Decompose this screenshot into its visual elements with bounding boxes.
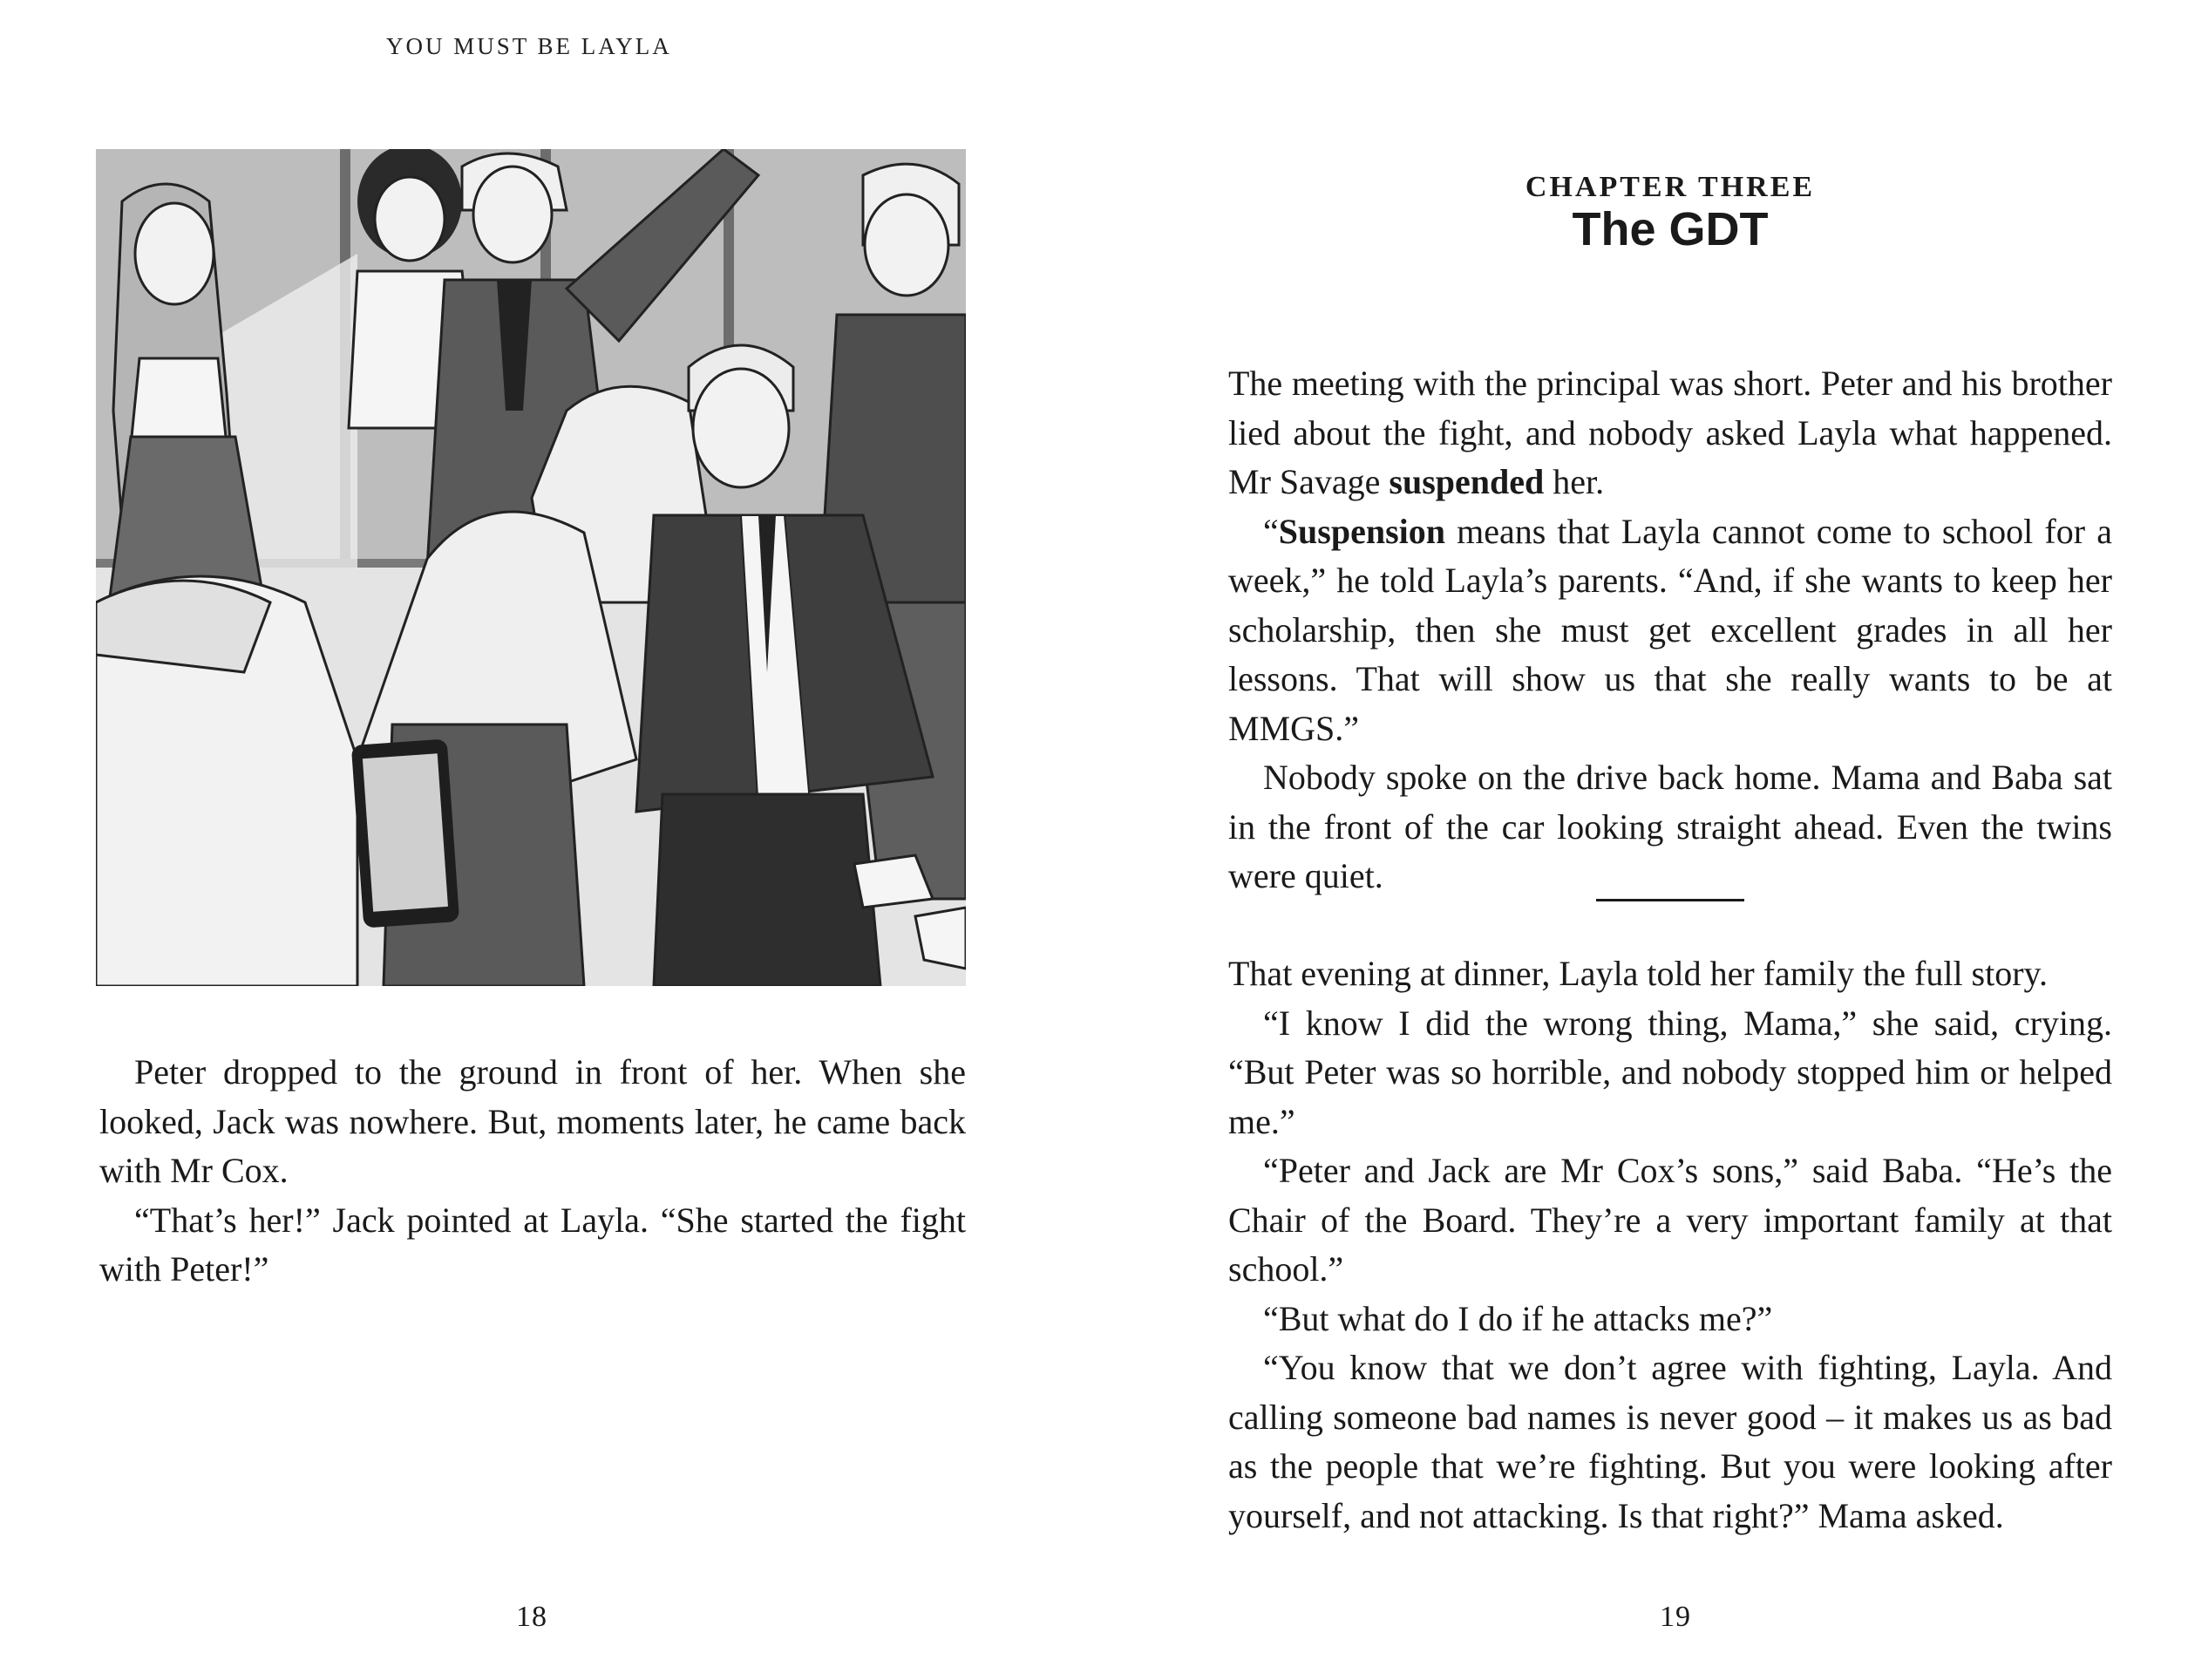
- text-run: “: [1263, 511, 1279, 551]
- running-head: YOU MUST BE LAYLA: [386, 33, 672, 59]
- text-run: her.: [1544, 462, 1605, 501]
- paragraph: [1228, 507, 2112, 754]
- paragraph: “I know I did the wrong thing, Mama,” she said, crying. “But Peter was so horrible, and nobody stopped him or helped me.”: [1228, 1003, 2112, 1141]
- paragraph: “That’s her!” Jack pointed at Layla. “She started the fight with Peter!”: [99, 1200, 966, 1289]
- chapter-title: The GDT: [1572, 203, 1769, 255]
- page-number: 18: [516, 1601, 547, 1633]
- paragraph: “But what do I do if he attacks me?”: [1263, 1298, 1773, 1338]
- glossary-term: Suspension: [1278, 511, 1445, 551]
- illustration-drawing: [96, 149, 966, 986]
- paragraph: “You know that we don’t agree with fighting, Layla. And calling someone bad names is never good – it makes us as bad as the people that we’re fighting. But you were looking after yourself, and not attacking. Is that right?” Mama asked.: [1228, 1348, 2112, 1535]
- text-run: The meeting with the principal was short. Peter and his brother lied about the fight, and nobody asked Layla what happened. Mr Savage: [1228, 364, 2112, 501]
- right-body-text-section-1: [1228, 359, 2112, 901]
- paragraph: [1228, 359, 2112, 507]
- glossary-term: suspended: [1389, 462, 1545, 501]
- paragraph: Peter dropped to the ground in front of her. When she looked, Jack was nowhere. But, moments later, he came back with Mr Cox.: [99, 1052, 966, 1190]
- text-run: means that Layla cannot come to school for a week,” he told Layla’s parents. “And, if she wants to keep her scholarship, then she must get excellent grades in all her lessons. That will show us that she really wants to be at MMGS.”: [1228, 511, 2112, 748]
- right-body-text-section-2: [1228, 949, 2112, 1541]
- paragraph: That evening at dinner, Layla told her family the full story.: [1228, 954, 2048, 993]
- paragraph: Nobody spoke on the drive back home. Mama and Baba sat in the front of the car looking straight ahead. Even the twins were quiet.: [1228, 758, 2112, 895]
- chapter-label: CHAPTER THREE: [1525, 171, 1816, 203]
- paragraph: “Peter and Jack are Mr Cox’s sons,” said Baba. “He’s the Chair of the Board. They’re a very important family at that school.”: [1228, 1151, 2112, 1289]
- page-number: 19: [1660, 1601, 1691, 1633]
- illustration: [96, 149, 966, 986]
- scene-break-rule: [1596, 899, 1744, 901]
- left-body-text: [99, 1048, 966, 1295]
